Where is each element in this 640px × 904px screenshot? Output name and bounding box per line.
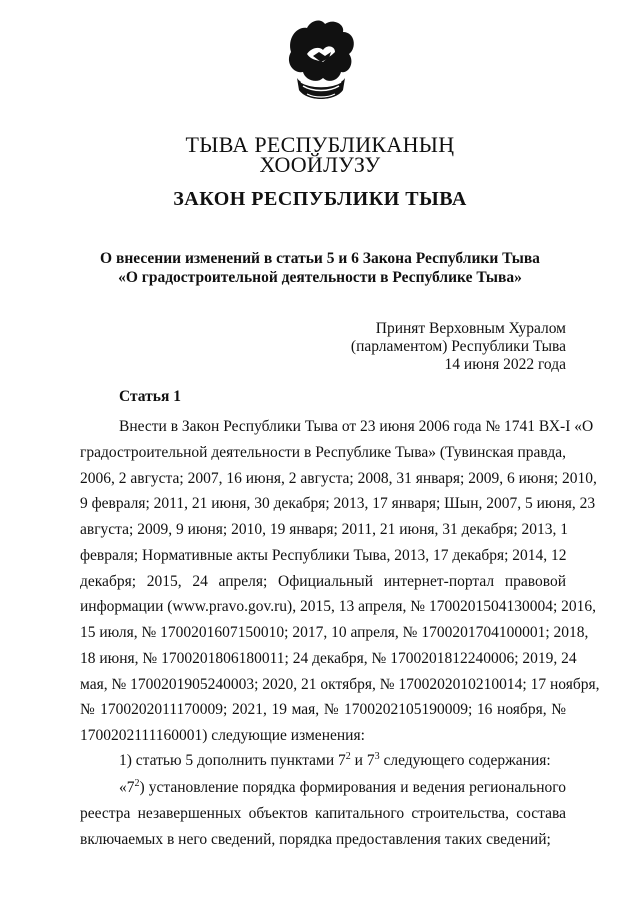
body-line: 15 июля, № 1700201607150010; 2017, 10 апреля, № 1700201704100001; 2018,: [80, 624, 589, 641]
adopted-line-1: Принят Верховным Хуралом: [375, 320, 566, 337]
body-line: декабря; 2015, 24 апреля; Официальный интернет-портал правовой: [80, 573, 566, 590]
body-line: № 1700202011170009; 2021, 19 мая, № 1700202105190009; 16 ноября, №: [80, 701, 566, 718]
subject-line-1: О внесении изменений в статьи 5 и 6 Закона Республики Тыва: [100, 250, 540, 267]
body-line: мая, № 1700201905240003; 2020, 21 октября, № 1700202010210014; 17 ноября,: [80, 676, 600, 693]
adopted-date: 14 июня 2022 года: [444, 356, 566, 373]
article-heading: Статья 1: [119, 388, 181, 405]
body-line: 2006, 2 августа; 2007, 16 июня, 2 августа; 2008, 31 января; 2009, 6 июня; 2010,: [80, 470, 597, 487]
body-line: градостроительной деятельности в Республике Тыва» (Тувинская правда,: [80, 444, 566, 461]
adopted-line-2: (парламентом) Республики Тыва: [350, 338, 566, 355]
body-line: августа; 2009, 9 июня; 2010, 19 января; 2011, 21 июня, 31 декабря; 2013, 1: [80, 521, 569, 538]
body-line: Внести в Закон Республики Тыва от 23 июня 2006 года № 1741 ВХ-I «О: [119, 418, 594, 435]
body-line: 9 февраля; 2011, 21 июня, 30 декабря; 2013, 17 января; Шын, 2007, 5 июня, 23: [80, 495, 596, 512]
subject-line-2: «О градостроительной деятельности в Республике Тыва»: [118, 269, 522, 286]
body-line: информации (www.pravo.gov.ru), 2015, 13 апреля, № 1700201504130004; 2016,: [80, 598, 597, 615]
body-line: февраля; Нормативные акты Республики Тыва, 2013, 17 декабря; 2014, 12: [80, 547, 567, 564]
body-line: 1700202111160001) следующие изменения:: [80, 727, 365, 744]
item-1: 1) статью 5 дополнить пунктами $7^2$ и $7^3$ следующего содержания:: [119, 750, 551, 769]
item-7-2-line-2: реестра незавершенных объектов капитального строительства, состава: [80, 805, 566, 822]
item-7-2: «$7^2$) установление порядка формирования и ведения регионального: [119, 777, 566, 796]
item-7-2-line-3: включаемых в него сведений, порядка предоставления таких сведений;: [80, 831, 551, 848]
law-title: ЗАКОН РЕСПУБЛИКИ ТЫВА: [173, 188, 467, 210]
header-line-2: ХООЙЛУЗУ: [259, 152, 381, 177]
tyva-coat-of-arms-icon: [283, 18, 359, 108]
header-line-1: ТЫВА РЕСПУБЛИКАНЫҢ: [185, 132, 455, 157]
body-line: 18 июня, № 1700201806180011; 24 декабря, № 1700201812240006; 2019, 24: [80, 650, 577, 667]
